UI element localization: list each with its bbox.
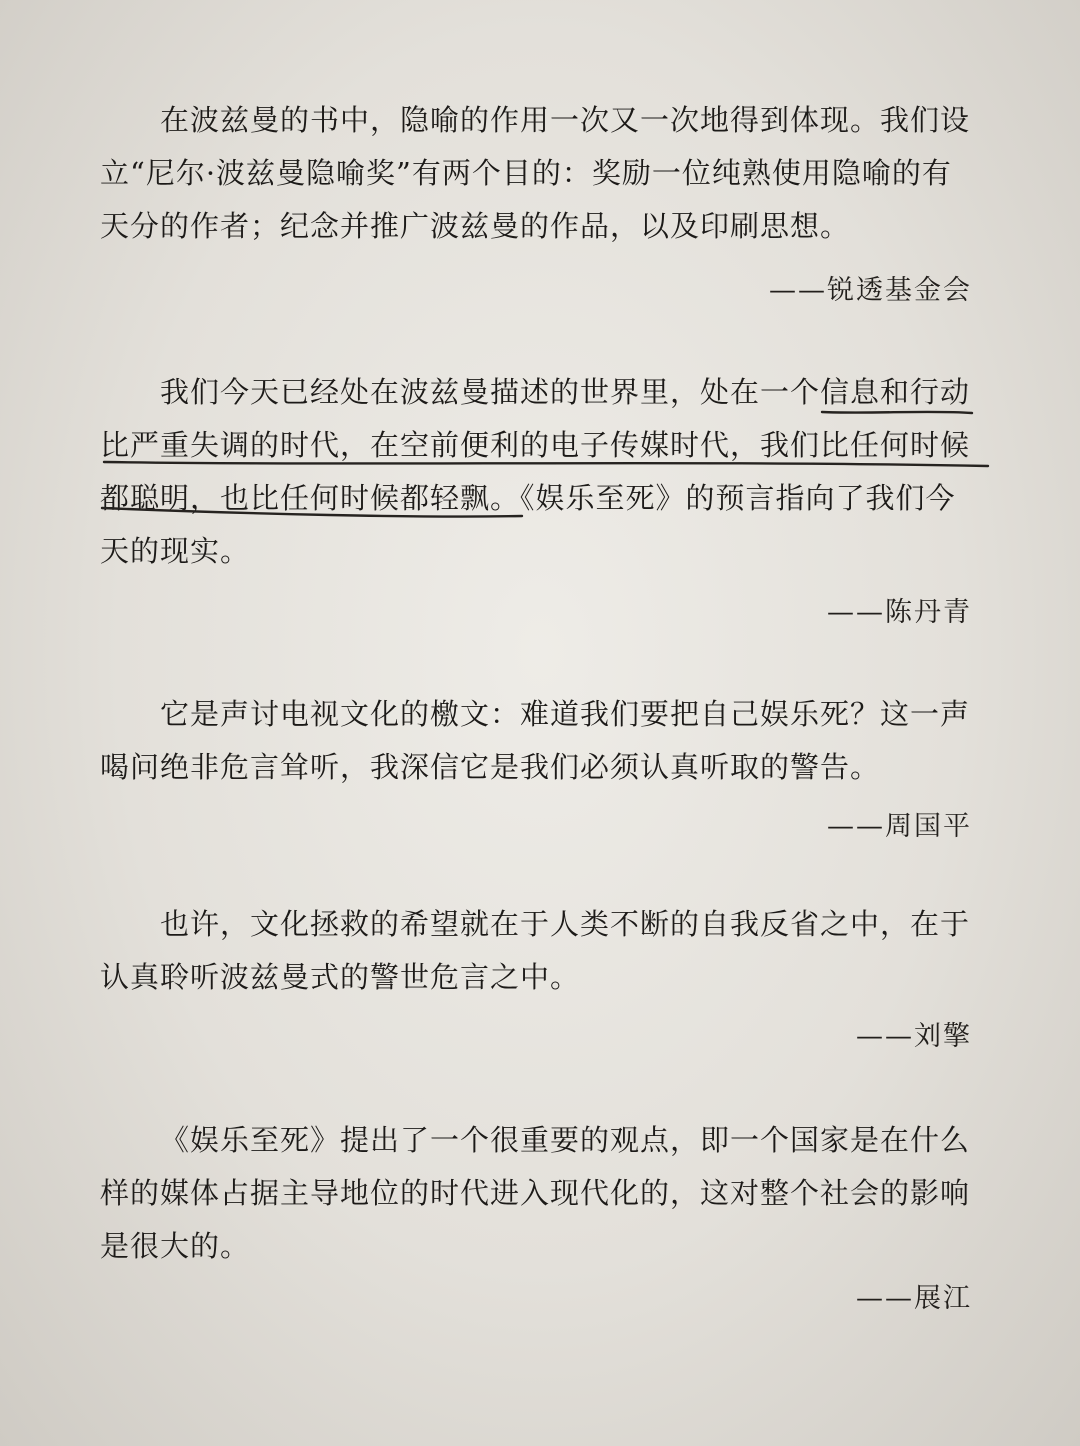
quote-5-text: 《娱乐至死》提出了一个很重要的观点，即一个国家是在什么样的媒体占据主导地位的时代进入现代化的，这对整个社会的影响是很大的。: [100, 1123, 971, 1263]
quote-4: [100, 898, 980, 1004]
quote-4-attribution: ——刘擎: [856, 1021, 972, 1052]
quote-3: [100, 688, 980, 794]
quote-5: [100, 1114, 980, 1273]
quote-1-attribution: ——锐透基金会: [769, 275, 972, 306]
quote-4-text: 也许，文化拯救的希望就在于人类不断的自我反省之中，在于认真聆听波兹曼式的警世危言之中。: [100, 907, 971, 994]
quote-1-text: 在波兹曼的书中，隐喻的作用一次又一次地得到体现。我们设立“尼尔·波兹曼隐喻奖”有两个目的：奖励一位纯熟使用隐喻的有天分的作者；纪念并推广波兹曼的作品，以及印刷思想。: [100, 103, 971, 243]
quote-2-attribution: ——陈丹青: [827, 597, 972, 628]
quote-3-text: 它是声讨电视文化的檄文：难道我们要把自己娱乐死？这一声喝问绝非危言耸听，我深信它是我们必须认真听取的警告。: [100, 697, 971, 784]
quote-5-attribution: ——展江: [856, 1283, 972, 1314]
quote-2-text: 我们今天已经处在波兹曼描述的世界里，处在一个信息和行动比严重失调的时代，在空前便利的电子传媒时代，我们比任何时候都聪明，也比任何时候都轻飘。《娱乐至死》的预言指向了我们今天的现实。: [100, 375, 971, 568]
quote-3-attribution: ——周国平: [827, 811, 972, 842]
